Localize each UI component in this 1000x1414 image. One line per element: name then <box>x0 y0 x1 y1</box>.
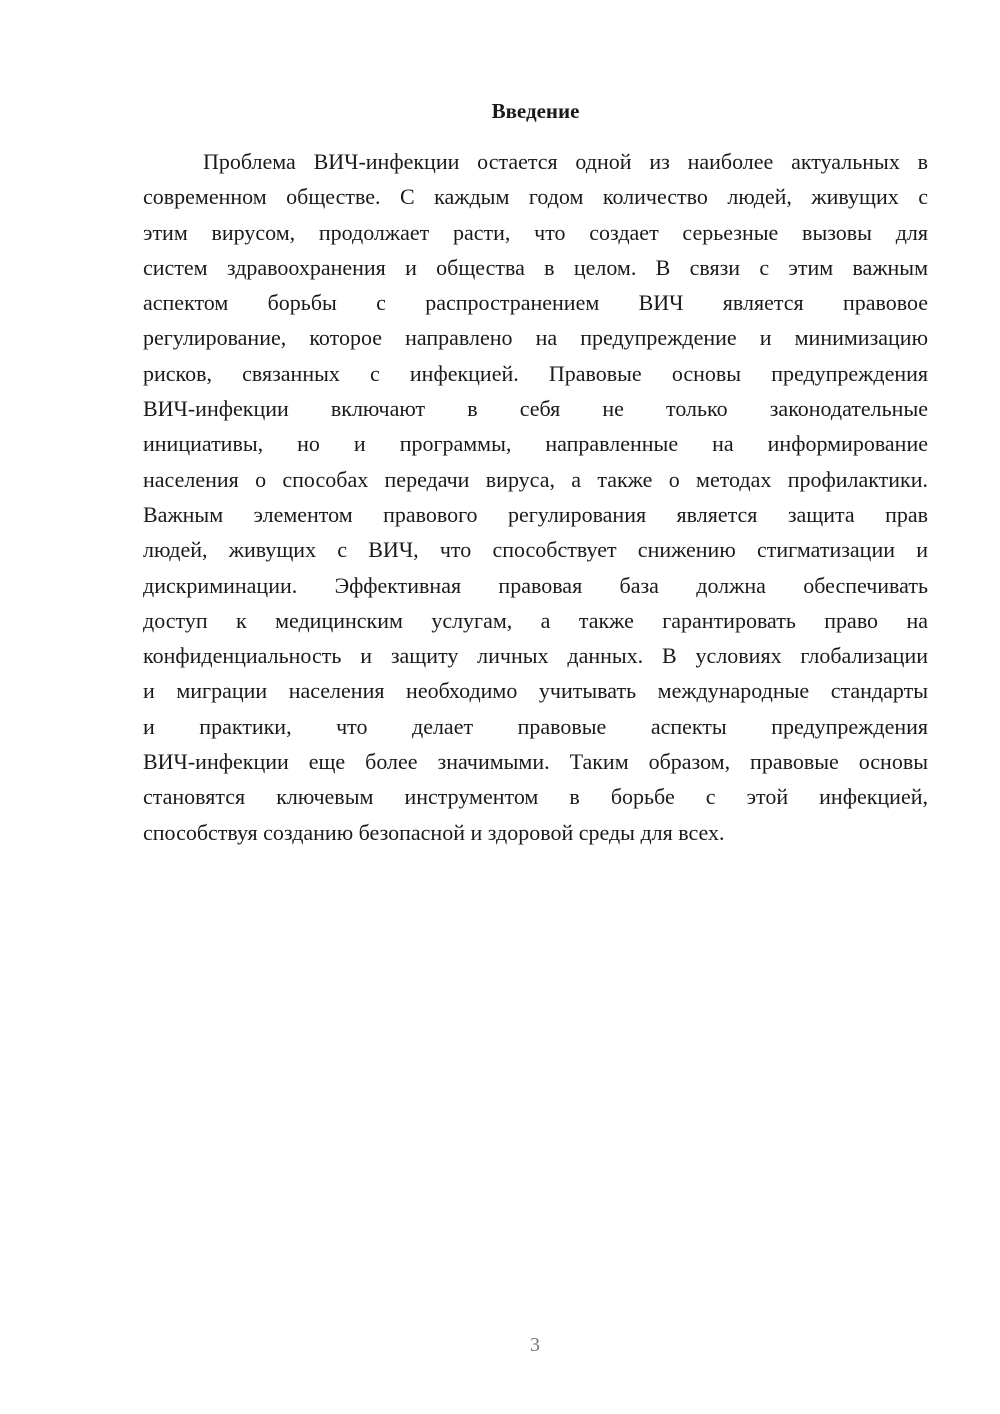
paragraph-line: Важным элементом правового регулирования является защита прав <box>143 501 928 527</box>
paragraph-line: становятся ключевым инструментом в борьбе с этой инфекцией, <box>143 784 928 810</box>
paragraph-line: этим вирусом, продолжает расти, что создает серьезные вызовы для <box>143 219 928 245</box>
paragraph-line: дискриминации. Эффективная правовая база должна обеспечивать <box>143 572 928 598</box>
intro-paragraph <box>143 144 928 850</box>
paragraph-line: и практики, что делает правовые аспекты предупреждения <box>143 713 928 739</box>
paragraph-line: способствуя созданию безопасной и здоровой среды для всех. <box>143 819 725 845</box>
paragraph-line: ВИЧ-инфекции включают в себя не только законодательные <box>143 396 928 422</box>
paragraph-line: инициативы, но и программы, направленные на информирование <box>143 431 928 457</box>
paragraph-line: систем здравоохранения и общества в целом. В связи с этим важным <box>143 254 928 280</box>
paragraph-line: регулирование, которое направлено на предупреждение и минимизацию <box>143 325 928 351</box>
paragraph-line: конфиденциальность и защиту личных данных. В условиях глобализации <box>143 643 928 669</box>
paragraph-line: рисков, связанных с инфекцией. Правовые основы предупреждения <box>143 360 928 386</box>
paragraph-line: аспектом борьбы с распространением ВИЧ является правовое <box>143 290 928 316</box>
paragraph-line: доступ к медицинским услугам, а также гарантировать право на <box>143 607 928 633</box>
paragraph-line: людей, живущих с ВИЧ, что способствует снижению стигматизации и <box>143 537 928 563</box>
paragraph-line: и миграции населения необходимо учитывать международные стандарты <box>143 678 928 704</box>
paragraph-line: Проблема ВИЧ-инфекции остается одной из наиболее актуальных в <box>203 149 928 174</box>
section-heading: Введение <box>491 99 580 123</box>
paragraph-line: населения о способах передачи вируса, а также о методах профилактики. <box>143 466 928 492</box>
paragraph-line: ВИЧ-инфекции еще более значимыми. Таким образом, правовые основы <box>143 749 928 775</box>
paragraph-line: современном обществе. С каждым годом количество людей, живущих с <box>143 184 928 210</box>
page-number: 3 <box>530 1334 540 1356</box>
